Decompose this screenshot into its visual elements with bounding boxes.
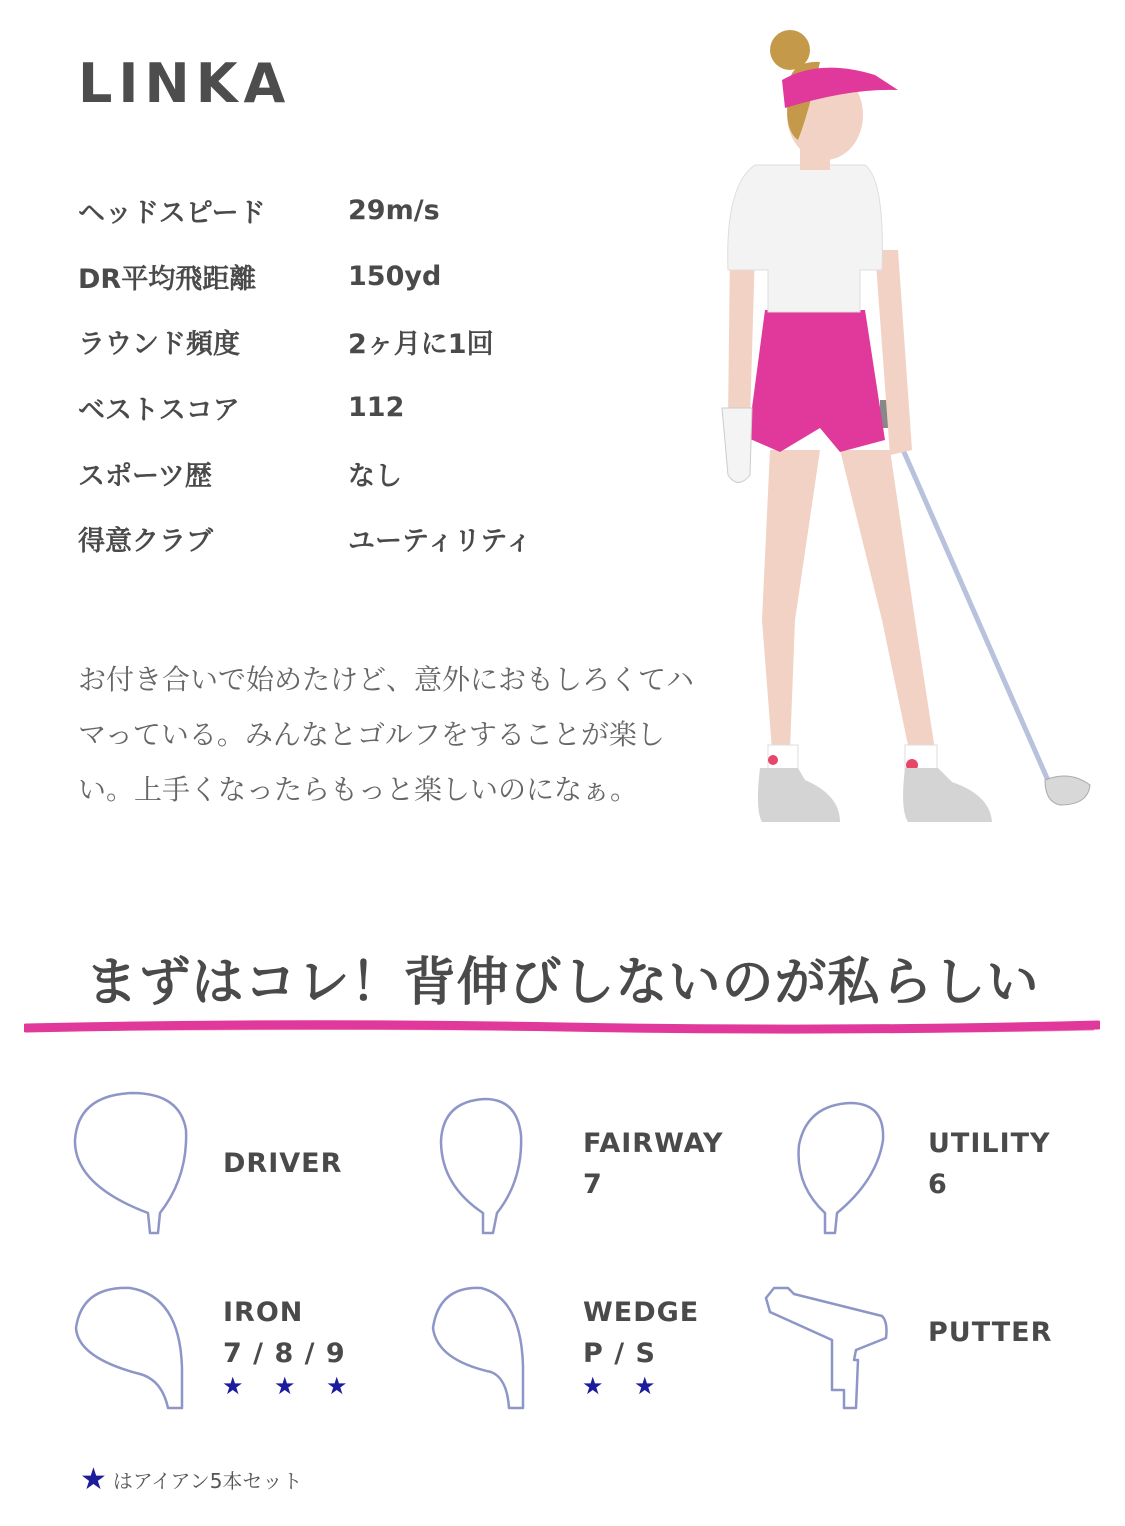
star-icon: ★ [80,1462,107,1497]
wedge-stars [582,1372,686,1400]
club-driver [60,1085,390,1245]
star-icon: ★ [634,1372,656,1400]
stat-label: DR平均飛距離 [78,263,257,295]
fairway-head-icon [425,1085,565,1245]
golfer-illustration [700,20,1110,830]
star-icon: ★ [582,1372,604,1400]
club-name: FAIRWAY [583,1128,724,1159]
iron-label [223,1292,346,1374]
driver-head-icon [60,1085,200,1245]
player-stats [78,178,638,572]
stat-value: 2ヶ月に1回 [348,329,494,361]
stat-label: スポーツ歴 [78,460,212,492]
stat-value: 29m/s [348,195,440,227]
star-icon: ★ [222,1372,244,1400]
fairway-label [583,1123,724,1205]
stat-value: 112 [348,392,405,424]
stat-value: 150yd [348,260,442,292]
stat-row-sports-history [78,440,638,506]
club-iron [60,1280,390,1420]
footnote [80,1462,302,1497]
club-detail: 6 [928,1169,948,1200]
driver-label [223,1143,342,1184]
player-name: LINKA [78,52,292,115]
club-detail: P / S [583,1338,656,1369]
stat-label: 得意クラブ [78,526,213,558]
section-headline: まずはコレ！背伸びしないのが私らしい [85,953,1040,1013]
stat-row-driver-distance [78,244,638,310]
stat-label: ヘッドスピード [78,198,266,230]
stat-row-best-score [78,375,638,441]
stat-label: ラウンド頻度 [78,329,240,361]
utility-label [928,1123,1051,1205]
club-fairway [425,1085,755,1245]
utility-head-icon [785,1085,925,1245]
headline-underline [24,1018,1100,1036]
club-name: UTILITY [928,1128,1051,1159]
club-putter [760,1280,1105,1420]
club-wedge [425,1280,755,1420]
footnote-text: はアイアン5本セット [112,1469,303,1493]
putter-label [928,1312,1052,1353]
wedge-head-icon [425,1280,565,1420]
wedge-label [583,1292,699,1374]
iron-stars [222,1372,378,1400]
stat-value: なし [348,460,402,492]
star-icon: ★ [326,1372,348,1400]
stat-row-head-speed [78,178,638,244]
club-name: DRIVER [223,1148,343,1179]
club-name: IRON [223,1297,304,1328]
player-bio: お付き合いで始めたけど、意外におもしろくてハマっている。みんなとゴルフをすることが楽しい。上手くなったらもっと楽しいのになぁ。 [78,663,695,806]
star-icon: ★ [274,1372,296,1400]
putter-head-icon [760,1280,900,1420]
stat-value: ユーティリティ [348,526,533,558]
club-detail: 7 [583,1169,603,1200]
club-detail: 7 / 8 / 9 [223,1338,346,1369]
club-utility [785,1085,1105,1245]
stat-row-round-frequency [78,309,638,375]
club-name: PUTTER [928,1317,1053,1348]
club-name: WEDGE [583,1297,700,1328]
iron-head-icon [60,1280,200,1420]
stat-row-favorite-club [78,506,638,572]
stat-label: ベストスコア [78,395,240,427]
